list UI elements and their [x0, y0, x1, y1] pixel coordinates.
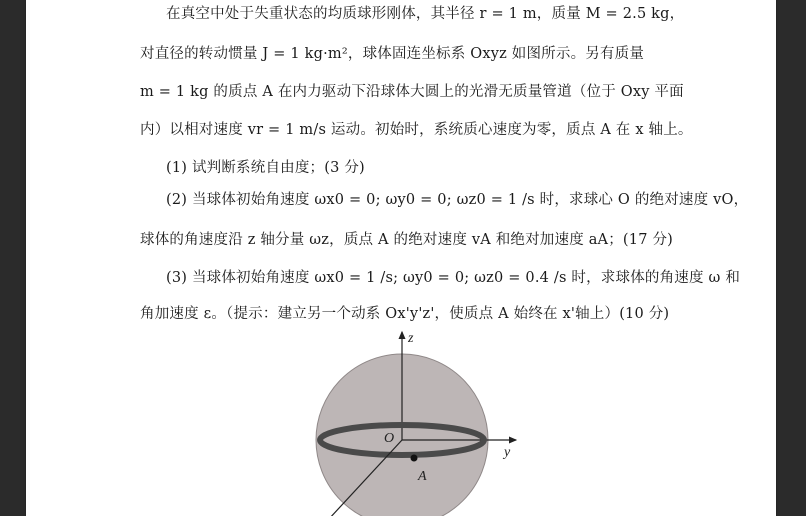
label-o: O [384, 431, 395, 446]
label-z: z [408, 331, 414, 346]
question-1: (1) 试判断系统自由度；(3 分) [166, 160, 365, 176]
paragraph-line-1: 在真空中处于失重状态的均质球形刚体，其半径 r = 1 m，质量 M = 2.5 kg， [166, 6, 685, 22]
paragraph-line-4: 内）以相对速度 vr = 1 m/s 运动。初始时，系统质心速度为零，质点 A 在 x 轴上。 [140, 122, 693, 138]
question-2-line-1: (2) 当球体初始角速度 ωx0 = 0; ωy0 = 0; ωz0 = 1 /s 时，求球心 O 的绝对速度 vO， [166, 192, 749, 208]
label-a: A [418, 469, 427, 484]
point-a [411, 455, 418, 462]
question-2-line-2: 球体的角速度沿 z 轴分量 ωz，质点 A 的绝对速度 vA 和绝对加速度 aA；(17 分) [140, 232, 673, 248]
paragraph-line-2: 对直径的转动惯量 J = 1 kg·m²，球体固连坐标系 Oxyz 如图所示。另有质量 [140, 46, 645, 62]
sphere-figure [288, 328, 528, 516]
question-3-line-2: 角加速度 ε。（提示：建立另一个动系 Ox'y'z'，使质点 A 始终在 x'轴上）(10 分) [140, 306, 670, 322]
paragraph-line-3: m = 1 kg 的质点 A 在内力驱动下沿球体大圆上的光滑无质量管道（位于 Oxy 平面 [140, 84, 684, 100]
sphere-diagram [288, 328, 528, 516]
label-y: y [504, 445, 511, 460]
document-page [26, 0, 776, 516]
question-3-line-1: (3) 当球体初始角速度 ωx0 = 1 /s; ωy0 = 0; ωz0 = 0.4 /s 时，求球体的角速度 ω 和 [166, 270, 741, 286]
